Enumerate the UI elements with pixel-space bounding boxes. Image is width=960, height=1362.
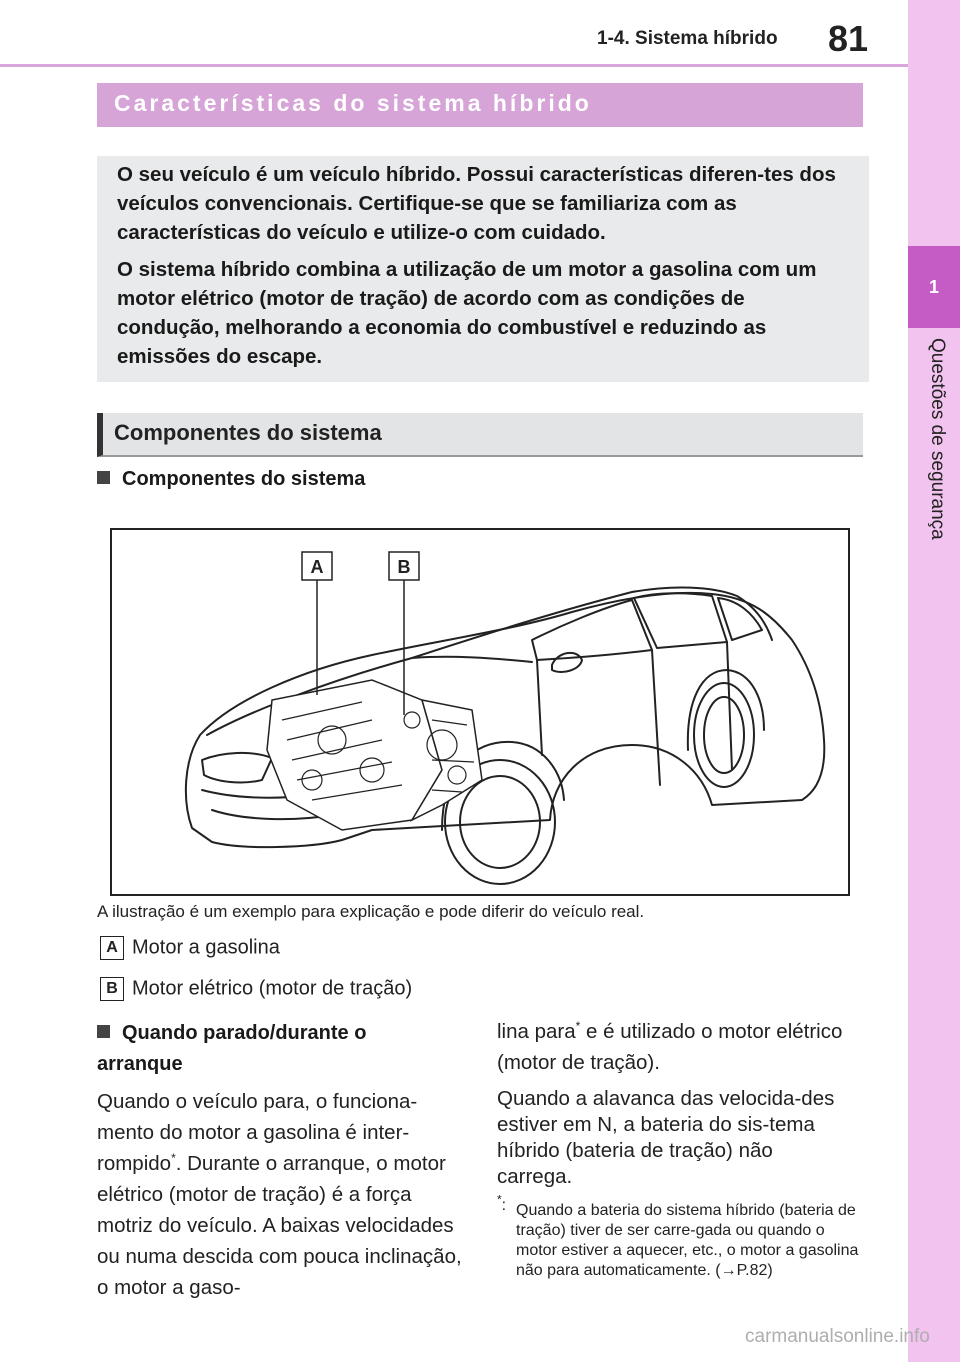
label-a: A bbox=[310, 557, 324, 577]
intro-paragraph-2: O sistema híbrido combina a utilização de um motor a gasolina com um motor elétrico (motor de tração) de acordo com as condições de condução, melhorando a economia do combustível e reduzindo as emissões do escape. bbox=[117, 258, 817, 368]
section-title-bar bbox=[97, 83, 863, 127]
legend-item-a bbox=[100, 936, 280, 960]
gear-n-paragraph: Quando a alavanca das velocida-des estiver em N, a bateria do sis-tema híbrido (bateria de tração) não carrega. bbox=[497, 1087, 835, 1188]
col2-text-a: lina para bbox=[497, 1020, 576, 1043]
legend-text-b: Motor elétrico (motor de tração) bbox=[132, 977, 413, 1000]
chapter-label-text: Questões de segurança bbox=[927, 338, 948, 540]
footnote-colon: : bbox=[501, 1197, 507, 1214]
intro-box bbox=[97, 156, 869, 382]
chapter-number-tab[interactable]: 1 bbox=[908, 246, 960, 328]
components-subheading bbox=[97, 468, 365, 491]
square-bullet-icon bbox=[97, 471, 110, 484]
legend-text-a: Motor a gasolina bbox=[132, 936, 280, 959]
intro-paragraph-1: O seu veículo é um veículo híbrido. Possui características diferen-tes dos veículos convencionais. Certifique-se que se familiariza com as características do veículo e utilize-o com cuidado. bbox=[117, 163, 836, 244]
footnote-text: Quando a bateria do sistema híbrido (bateria de tração) tiver de ser carre-gada ou quando o motor estiver a aquecer, etc., o motor a gasolina não para automaticamente. (→P.82) bbox=[516, 1202, 859, 1279]
footnote-asterisk: * bbox=[497, 1192, 502, 1207]
page-number: 81 bbox=[828, 18, 869, 59]
stopped-heading-text: Quando parado/durante o arranque bbox=[97, 1022, 367, 1075]
components-subheading-text: Componentes do sistema bbox=[122, 468, 366, 490]
legend-key-b: B bbox=[100, 977, 124, 1001]
col1-text-a: Quando o veículo para, o funciona-mento do motor a gasolina é inter-rompido bbox=[97, 1090, 418, 1175]
square-bullet-icon bbox=[97, 1025, 110, 1038]
stopped-paragraph-col1 bbox=[97, 1086, 462, 1303]
figure-caption: A ilustração é um exemplo para explicação e pode diferir do veículo real. bbox=[97, 902, 645, 921]
components-title-text: Componentes do sistema bbox=[114, 420, 382, 445]
chapter-side-tab bbox=[908, 0, 960, 1362]
section-title-text: Características do sistema híbrido bbox=[114, 90, 592, 116]
col2-text-b: e é utilizado o motor elétrico (motor de tração). bbox=[497, 1020, 843, 1074]
asterisk-marker: * bbox=[575, 1019, 581, 1034]
legend-key-a: A bbox=[100, 936, 124, 960]
header-rule bbox=[0, 64, 908, 67]
col1-text-b: . Durante o arranque, o motor elétrico (motor de tração) é a força motriz do veículo. A baixas velocidades ou numa descida com pouca inclinação, o motor a gaso- bbox=[97, 1152, 462, 1299]
hybrid-car-illustration bbox=[110, 528, 850, 896]
components-title-bar bbox=[97, 413, 863, 457]
car-drawing bbox=[112, 530, 848, 894]
header-section-title: 1-4. Sistema híbrido bbox=[597, 28, 778, 49]
stopped-heading bbox=[97, 1018, 437, 1080]
label-b: B bbox=[397, 557, 411, 577]
legend-item-b bbox=[100, 977, 412, 1001]
chapter-label bbox=[908, 338, 960, 578]
stopped-paragraph-col2 bbox=[497, 1016, 862, 1078]
footnote-marker bbox=[497, 1192, 509, 1216]
asterisk-marker: * bbox=[171, 1151, 176, 1166]
watermark: carmanualsonline.info bbox=[745, 1326, 930, 1347]
